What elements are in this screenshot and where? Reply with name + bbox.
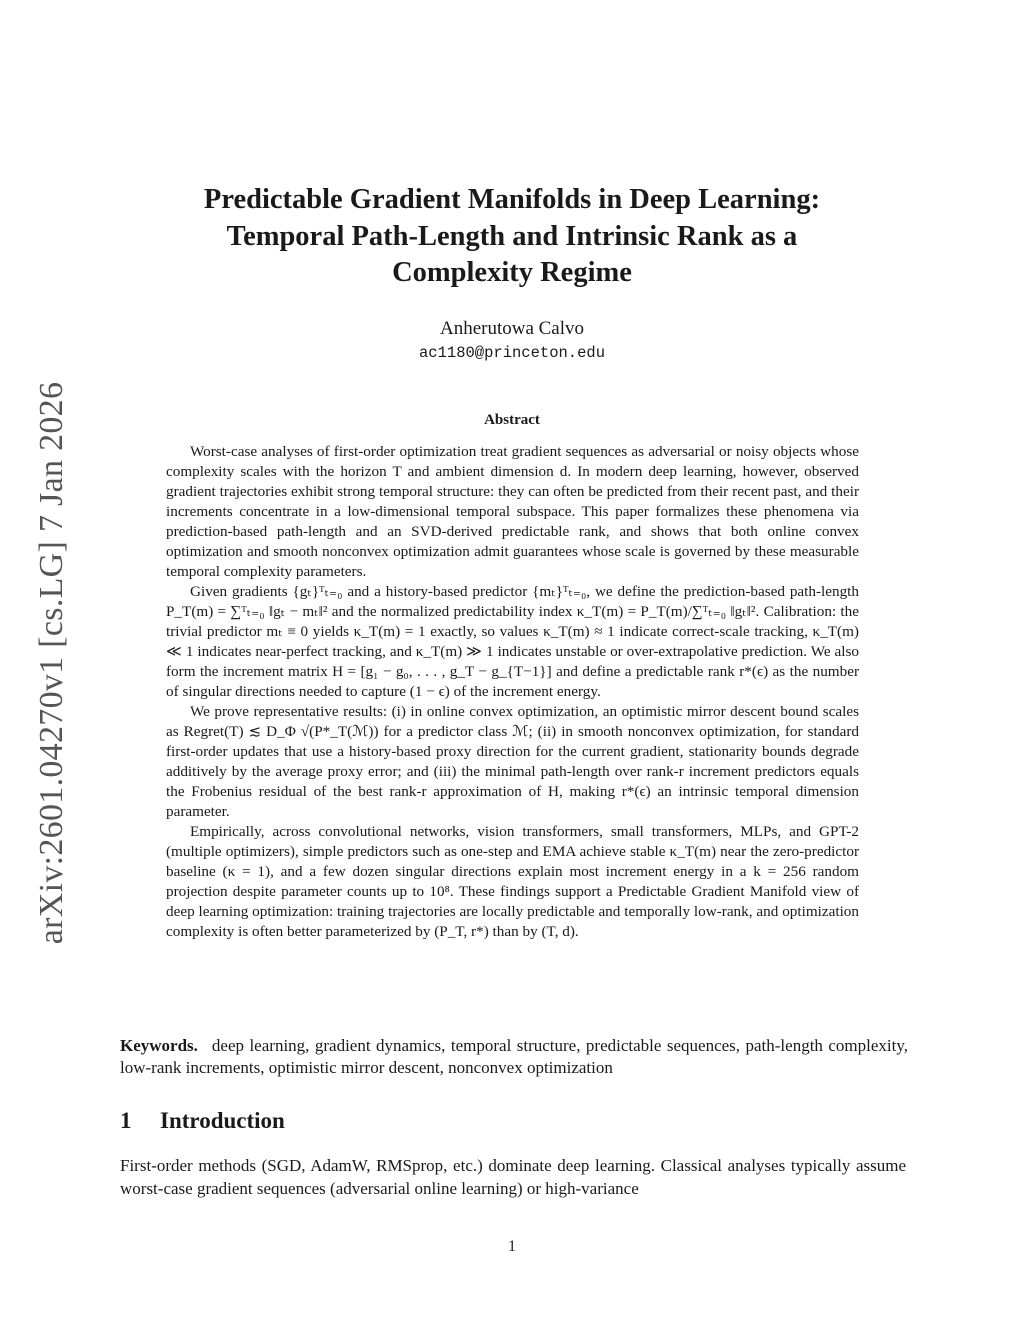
- author-name: Anherutowa Calvo: [439, 318, 585, 339]
- abstract-paragraph: Worst-case analyses of first-order optimization treat gradient sequences as adversarial or noisy objects whose complexity scales with the horizon T and ambient dimension d. In modern deep learning, however, observed gradient trajectories exhibit strong temporal structure: they can often be predicted from their recent past, and their increments concentrate in a low-dimensional temporal subspace. This paper formalizes these phenomena via prediction-based path-length and an SVD-derived predictable rank, and shows that both online convex optimization and smooth nonconvex optimization admit guarantees whose scale is governed by these measurable temporal complexity parameters.: [166, 443, 859, 580]
- abstract-paragraph: Empirically, across convolutional networks, vision transformers, small transformers, MLPs, and GPT-2 (multiple optimizers), simple predictors such as one-step and EMA achieve stable κ_T(m) near the zero-predictor baseline (κ = 1), and a few dozen singular directions explain most increment energy in a k = 256 random projection despite parameter counts up to 10⁸. These findings support a Predictable Gradient Manifold view of deep learning optimization: training trajectories are locally predictable and temporally low-rank, and optimization complexity is often better parameterized by (P_T, r*) than by (T, d).: [166, 823, 859, 940]
- section-heading: [120, 1108, 285, 1134]
- paper-title: [130, 182, 894, 292]
- page-number: 1: [508, 1238, 516, 1255]
- abstract-paragraph: Given gradients {gₜ}ᵀₜ₌₀ and a history-based predictor {mₜ}ᵀₜ₌₀, we define the prediction-based path-length P_T(m) = ∑ᵀₜ₌₀ ‖gₜ − mₜ‖² and the normalized predictability index κ_T(m) = P_T(m)/∑ᵀₜ₌₀ ‖gₜ‖². Calibration: the trivial predictor mₜ ≡ 0 yields κ_T(m) = 1 exactly, so values κ_T(m) ≈ 1 indicate correct-scale tracking, κ_T(m) ≪ 1 indicates near-perfect tracking, and κ_T(m) ≫ 1 indicates unstable or over-extrapolative prediction. We also form the increment matrix H = [g₁ − g₀, . . . , g_T − g_{T−1}] and define a predictable rank r*(ϵ) as the number of singular directions needed to capture (1 − ϵ) of the increment energy.: [166, 583, 859, 700]
- title-line: Predictable Gradient Manifolds in Deep Learning:: [203, 184, 821, 215]
- abstract-body: [166, 442, 859, 942]
- abstract-paragraph: We prove representative results: (i) in online convex optimization, an optimistic mirror descent bound scales as Regret(T) ≲ D_Φ √(P*_T(ℳ)) for a predictor class ℳ; (ii) in smooth nonconvex optimization, for standard first-order updates that use a history-based proxy direction for the current gradient, stationarity bounds degrade additively by the average proxy error; and (iii) the minimal path-length over rank-r increment predictors equals the Frobenius residual of the best rank-r approximation of H, making r*(ϵ) an intrinsic temporal dimension parameter.: [166, 703, 859, 820]
- arxiv-stamp: [22, 378, 82, 948]
- arxiv-stamp-text: arXiv:2601.04270v1 [cs.LG] 7 Jan 2026: [33, 381, 70, 945]
- keywords-text: deep learning, gradient dynamics, temporal structure, predictable sequences, path-length complexity, low-rank increments, optimistic mirror descent, nonconvex optimization: [120, 1036, 908, 1077]
- keywords: [120, 1035, 908, 1079]
- title-line: Complexity Regime: [392, 257, 632, 288]
- section-number: 1: [120, 1108, 132, 1133]
- section-title: Introduction: [160, 1108, 285, 1133]
- title-line: Temporal Path-Length and Intrinsic Rank as a: [226, 220, 798, 252]
- intro-paragraph: First-order methods (SGD, AdamW, RMSprop, etc.) dominate deep learning. Classical analyses typically assume worst-case gradient sequences (adversarial online learning) or high-variance: [120, 1156, 906, 1198]
- keywords-label: Keywords.: [120, 1036, 198, 1055]
- author-email: ac1180@princeton.edu: [418, 344, 606, 362]
- abstract-heading: Abstract: [484, 412, 540, 428]
